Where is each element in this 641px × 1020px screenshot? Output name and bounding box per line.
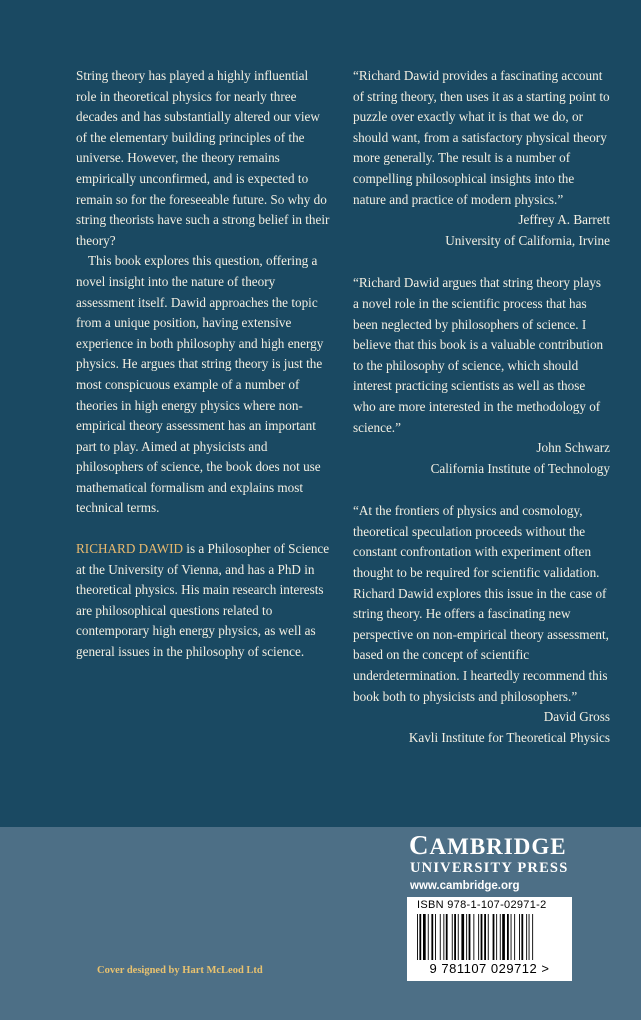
author-bio	[76, 539, 330, 663]
barcode-bar	[446, 914, 448, 960]
barcode-bar	[511, 914, 512, 960]
description-paragraph-1: String theory has played a highly influential role in theoretical physics for nearly three decades and has substantially altered our view of the elementary building principles of the universe. However, the theory remains empirically unconfirmed, and is expected to remain so for the foreseeable future. So why do string theorists have such a strong belief in their theory?	[76, 68, 330, 248]
endorsements	[353, 66, 610, 770]
endorser-affiliation: University of California, Irvine	[445, 232, 610, 248]
barcode-bar	[493, 914, 495, 960]
barcode-bar	[519, 914, 520, 960]
author-name: RICHARD DAWID	[76, 541, 183, 557]
barcode-bar	[481, 914, 483, 960]
barcode-bar	[469, 914, 471, 960]
publisher-press: UNIVERSITY PRESS	[410, 860, 569, 876]
book-description	[76, 66, 330, 663]
barcode-digits: 9 781107 029712 >	[429, 961, 550, 976]
barcode-bar	[466, 914, 467, 960]
barcode-bar	[529, 914, 530, 960]
endorsement-3	[353, 501, 610, 748]
barcode-bar	[502, 914, 505, 960]
isbn-label: ISBN 978-1-107-02971-2	[417, 899, 547, 911]
endorsement-quote: “At the frontiers of physics and cosmology, theoretical speculation proceeds without the constant confrontation with experiment often thought to be required for scientific validation. Richard Dawid explores this issue in the case of string theory. He offers a fascinating new perspective on non-empirical theory assessment, based on the concept of scientific underdetermination. I heartedly recommend this book both to physicists and philosophers.”	[353, 503, 609, 704]
barcode-bar	[488, 914, 489, 960]
barcode-bar	[461, 914, 464, 960]
barcode-bar	[532, 914, 533, 960]
endorsement-quote: “Richard Dawid argues that string theory plays a novel role in the scientific process that has been neglected by philosophers of science. I believe that this book is a valuable contribution to the philosophy of science, which should interest practicing scientists as well as those who are more interested in the methodology of science.”	[353, 275, 604, 435]
barcode-bar	[500, 914, 501, 960]
endorsement-1	[353, 66, 610, 251]
barcode-bar	[514, 914, 515, 960]
cover-credit: Cover designed by Hart McLeod Ltd	[97, 965, 263, 976]
author-bio-text: is a Philosopher of Science at the University of Vienna, and has a PhD in theoretical physics. His main research interests are philosophical questions related to contemporary high energy physics, as well as general issues in the philosophy of science.	[76, 541, 330, 660]
publisher-url: www.cambridge.org	[410, 880, 520, 892]
barcode-bar	[423, 914, 426, 960]
publisher-logo	[409, 832, 599, 892]
barcode-bar	[419, 914, 421, 960]
barcode-bar	[454, 914, 456, 960]
endorsement-2	[353, 273, 610, 479]
barcode	[407, 897, 572, 981]
endorser-affiliation: Kavli Institute for Theoretical Physics	[408, 729, 610, 745]
barcode-bar	[496, 914, 497, 960]
endorser-name: John Schwarz	[536, 440, 610, 456]
barcode-bar	[435, 914, 436, 960]
publisher-name: CAMBRIDGE	[409, 830, 567, 860]
barcode-bar	[484, 914, 486, 960]
endorser-name: Jeffrey A. Barrett	[518, 212, 610, 228]
barcode-bar	[521, 914, 523, 960]
barcode-bar	[428, 914, 429, 960]
barcode-bar	[458, 914, 459, 960]
description-paragraph-2: This book explores this question, offering a novel insight into the nature of theory assessment itself. Dawid approaches the topic from a unique position, having extensive experience in both philosophy and high energy physics. He argues that string theory is just the most conspicuous example of a number of theories in high energy physics where non-empirical theory assessment has an important part to play. Aimed at physicists and philosophers of science, the book does not use mathematical formalism and explains most technical terms.	[76, 253, 324, 516]
barcode-bar	[478, 914, 479, 960]
barcode-bar	[443, 914, 444, 960]
barcode-bar	[440, 914, 441, 960]
barcode-bar	[507, 914, 509, 960]
barcode-bar	[431, 914, 433, 960]
endorser-name: David Gross	[543, 709, 610, 725]
barcode-bar	[473, 914, 474, 960]
barcode-bar	[526, 914, 527, 960]
endorser-affiliation: California Institute of Technology	[430, 460, 610, 476]
barcode-bars	[411, 914, 567, 964]
barcode-bar	[452, 914, 453, 960]
barcode-bar	[417, 914, 418, 960]
endorsement-quote: “Richard Dawid provides a fascinating account of string theory, then uses it as a starting point to puzzle over exactly what it is that we do, or should want, from a satisfactory physical theory more generally. The result is a number of compelling philosophical insights into the nature and practice of modern physics.”	[353, 68, 610, 207]
